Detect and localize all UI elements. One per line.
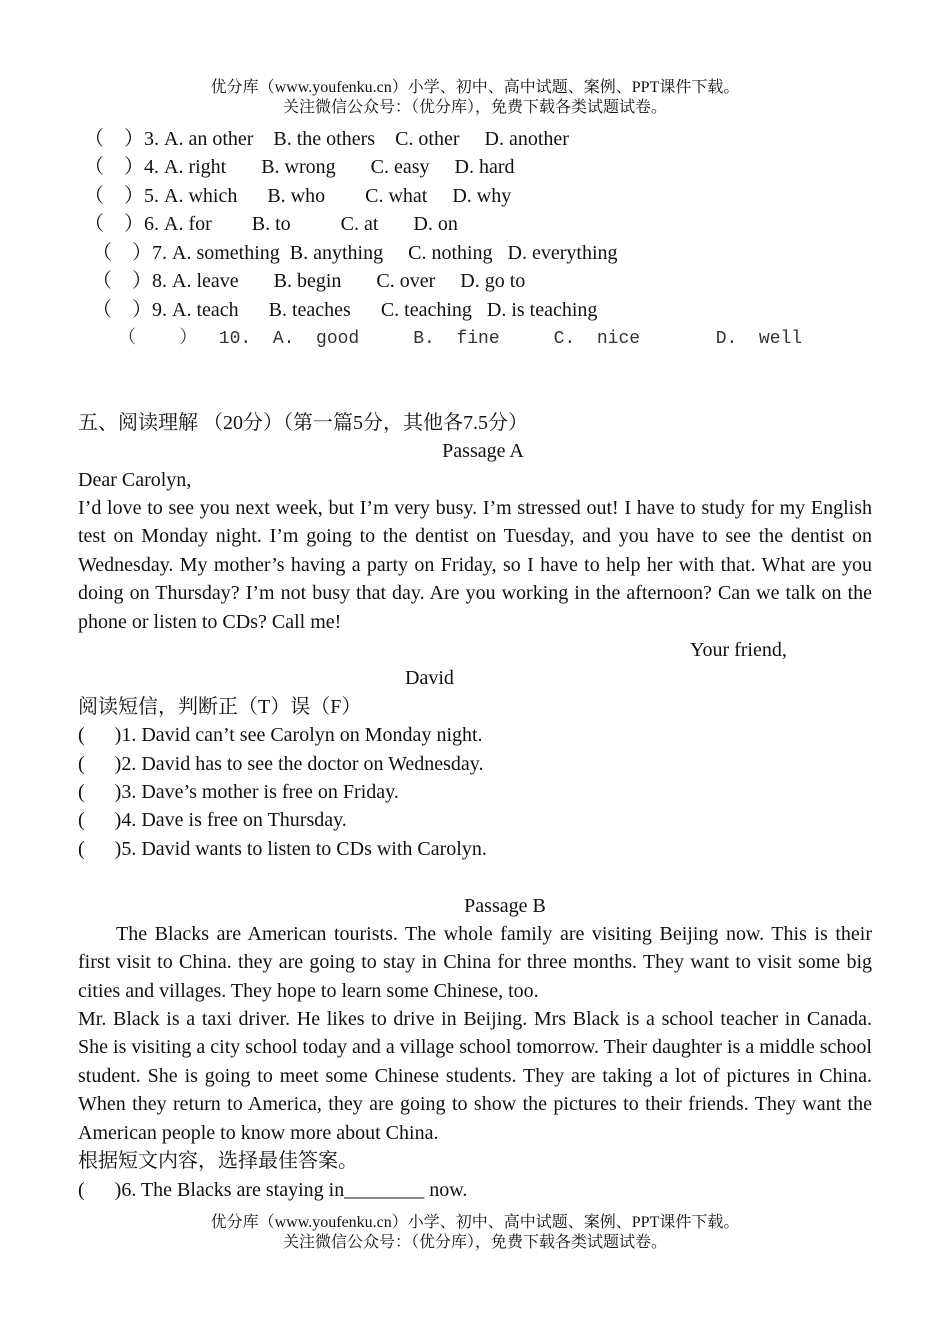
passage-b-paragraph-2: Mr. Black is a taxi driver. He likes to drive in Beijing. Mrs Black is a school teacher in Canada. She is visiting a city school today and a village school tomorrow. Their daughter is a middle school student. She is going to meet some Chinese students. They are taking a lot of pictures in China. When they return to America, they are going to show the pictures to their friends. They want the American people to know more about China.	[78, 1008, 872, 1144]
tf-question-4: ( )4. Dave is free on Thursday.	[78, 809, 347, 831]
passage-a-body: I’d love to see you next week, but I’m very busy. I’m stressed out! I have to study for my English test on Monday night. I’m going to the dentist on Tuesday, and you have to see the dentist on Wednesday. My mother’s having a party on Friday, so I have to help her with that. What are you doing on Thursday? I’m not busy that day. Are you working in the afternoon? Can we talk on the phone or listen to CDs? Call me!	[78, 497, 872, 633]
passage-b-paragraph-1: The Blacks are American tourists. The whole family are visiting Beijing now. This is their first visit to China. they are going to stay in China for three months. They want to visit some big cities and villages. They hope to learn some Chinese, too.	[78, 923, 872, 1002]
footer-line-2: 关注微信公众号：（优分库），免费下载各类试题试卷。	[282, 1234, 667, 1251]
footer-line-1: 优分库（www.youfenku.cn）小学、初中、高中试题、案例、PPT课件下载。	[210, 1214, 740, 1231]
passage-b-instruction: 根据短文内容，选择最佳答案。	[78, 1150, 358, 1172]
letter-greeting: Dear Carolyn,	[78, 469, 192, 491]
header-line-2: 关注微信公众号：（优分库），免费下载各类试题试卷。	[282, 99, 667, 116]
tf-question-1: ( )1. David can’t see Carolyn on Monday night.	[78, 724, 483, 746]
cloze-question-3: （ ）3. A. an other B. the others C. other D. another	[84, 128, 569, 150]
cloze-question-4: （ ）4. A. right B. wrong C. easy D. hard	[84, 156, 515, 178]
passage-a-instruction: 阅读短信，判断正（T）误（F）	[78, 696, 362, 718]
tf-question-5: ( )5. David wants to listen to CDs with Carolyn.	[78, 838, 487, 860]
letter-signature: David	[405, 667, 454, 689]
tf-question-3: ( )3. Dave’s mother is free on Friday.	[78, 781, 399, 803]
header-line-1: 优分库（www.youfenku.cn）小学、初中、高中试题、案例、PPT课件下载。	[210, 79, 740, 96]
cloze-question-7: （ ）7. A. something B. anything C. nothing D. everything	[92, 242, 618, 264]
cloze-question-6: （ ）6. A. for B. to C. at D. on	[84, 213, 458, 235]
passage-b-title: Passage B	[464, 895, 546, 917]
passage-a-title: Passage A	[442, 440, 524, 462]
cloze-question-10: （ ） 10. A. good B. fine C. nice D. well	[118, 329, 803, 349]
cloze-question-9: （ ）9. A. teach B. teaches C. teaching D. is teaching	[92, 299, 598, 321]
mc-question-6: ( )6. The Blacks are staying in________ now.	[78, 1179, 468, 1201]
section-5-title: 五、阅读理解 （20分）（第一篇5分，其他各7.5分）	[78, 412, 528, 434]
tf-question-2: ( )2. David has to see the doctor on Wednesday.	[78, 753, 484, 775]
cloze-question-5: （ ）5. A. which B. who C. what D. why	[84, 185, 512, 207]
letter-closing: Your friend,	[690, 639, 787, 661]
cloze-question-8: （ ）8. A. leave B. begin C. over D. go to	[92, 270, 526, 292]
